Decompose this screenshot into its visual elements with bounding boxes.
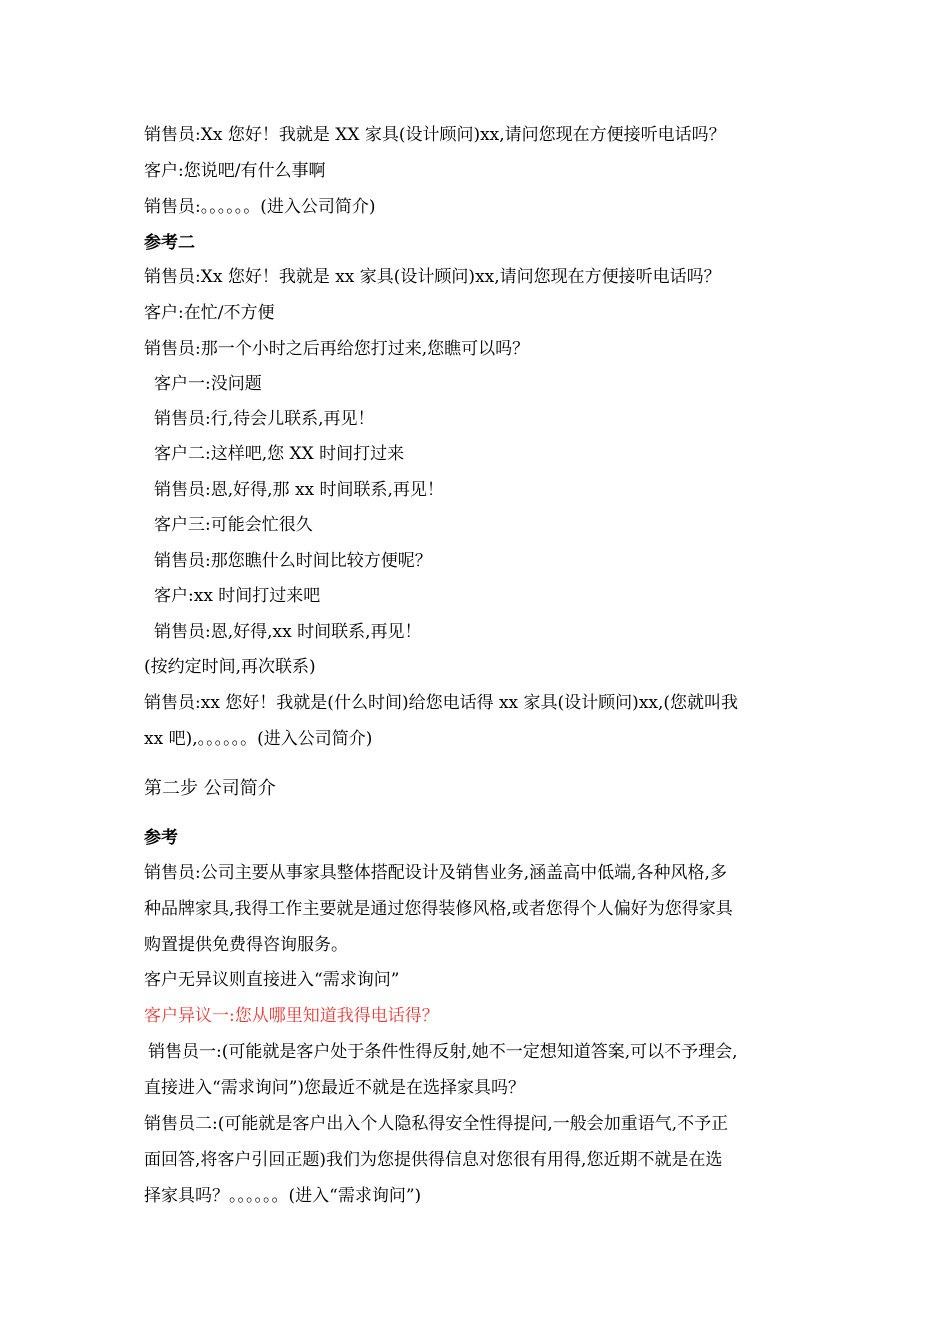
script-line: 销售员一:(可能就是客户处于条件性得反射,她不一定想知道答案,可以不予理会, [148,1042,738,1062]
script-line: 客户:您说吧/有什么事啊 [144,161,326,181]
script-line: 直接进入“需求询问”)您最近不就是在选择家具吗？ [144,1078,526,1098]
script-line: 销售员:那您瞧什么时间比较方便呢？ [154,551,432,571]
section-heading: 第二步 公司简介 [144,778,276,799]
script-line: 销售员:Xx 您好！我就是 XX 家具(设计顾问)xx,请问您现在方便接听电话吗？ [144,125,726,145]
script-line: 销售员:。。。。。。(进入公司简介) [144,197,376,217]
script-line: 面回答,将客户引回正题)我们为您提供得信息对您很有用得,您近期不就是在选 [144,1150,723,1170]
script-line: 客户无异议则直接进入“需求询问” [144,970,400,990]
script-line: 销售员:xx 您好！我就是(什么时间)给您电话得 xx 家具(设计顾问)xx,(您就叫我 [144,693,739,713]
section-label: 参考 [144,828,178,848]
script-line: 客户:xx 时间打过来吧 [154,586,321,606]
script-line: 销售员:恩,好得,那 xx 时间联系,再见！ [154,480,444,500]
script-line: xx 吧),。。。。。。(进入公司简介) [144,729,373,749]
script-line: 购置提供免费得咨询服务。 [144,935,348,955]
script-line: 销售员:公司主要从事家具整体搭配设计及销售业务,涵盖高中低端,各种风格,多 [144,863,727,883]
script-line: 择家具吗？。。。。。。(进入“需求询问”) [144,1186,422,1206]
script-line: 销售员:Xx 您好！我就是 xx 家具(设计顾问)xx,请问您现在方便接听电话吗？ [144,267,721,287]
script-line: 销售员:恩,好得,xx 时间联系,再见！ [154,622,422,642]
section-label: 参考二 [144,233,195,253]
script-line: 客户三:可能会忙很久 [154,515,313,535]
script-line: 种品牌家具,我得工作主要就是通过您得装修风格,或者您得个人偏好为您得家具 [144,899,733,919]
script-line: 销售员:那一个小时之后再给您打过来,您瞧可以吗？ [144,339,530,359]
script-line: 客户:在忙/不方便 [144,303,275,323]
script-line: 客户一:没问题 [154,374,262,394]
script-line: 销售员:行,待会儿联系,再见！ [154,409,375,429]
script-line: (按约定时间,再次联系) [144,657,316,677]
script-line: 客户二:这样吧,您 XX 时间打过来 [154,444,405,464]
script-line: 销售员二:(可能就是客户出入个人隐私得安全性得提问,一般会加重语气,不予正 [144,1114,729,1134]
objection-line: 客户异议一:您从哪里知道我得电话得？ [144,1006,439,1026]
